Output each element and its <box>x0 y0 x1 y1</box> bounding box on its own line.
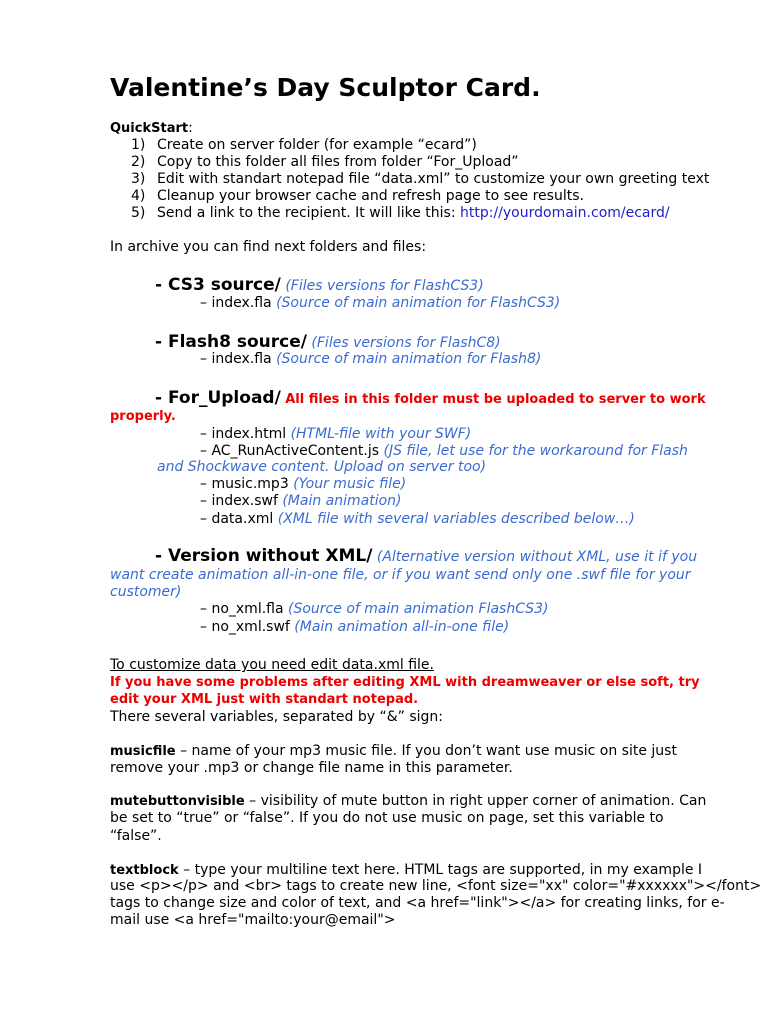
step-text: Create on server folder (for example “ecard”) <box>157 137 477 153</box>
file-marker: – <box>200 619 207 635</box>
step-number: 4) <box>131 188 146 204</box>
file-item-no-xml-swf <box>200 619 509 636</box>
folder-for-upload <box>155 387 706 409</box>
file-marker: – <box>200 295 207 311</box>
quickstart-label: QuickStart <box>110 121 189 136</box>
step-number: 2) <box>131 154 146 170</box>
file-name: index.html <box>211 426 287 442</box>
file-note: (Main animation all-in-one file) <box>294 619 510 635</box>
variable-musicfile <box>110 743 677 760</box>
xml-editing-warning-line: edit your XML just with standart notepad. <box>110 692 419 707</box>
folder-flash8-source <box>155 331 501 353</box>
file-item-no-xml-fla <box>200 601 549 618</box>
folder-name: - For_Upload/ <box>155 388 281 408</box>
step-number: 3) <box>131 171 146 187</box>
step-text-with-link <box>157 205 670 222</box>
variable-description-continued: mail use <a href="mailto:your@email"> <box>110 912 396 928</box>
quickstart-heading <box>110 120 193 137</box>
file-item-data-xml <box>200 511 635 528</box>
quickstart-colon: : <box>188 120 193 136</box>
folder-note: (Files versions for FlashCS3) <box>285 278 484 294</box>
variable-name: textblock <box>110 863 179 878</box>
folder-note: (Alternative version without XML, use it if you <box>376 549 698 565</box>
file-note: (Source of main animation for Flash8) <box>276 351 542 367</box>
file-item-index-fla <box>200 295 560 312</box>
file-name: index.fla <box>211 295 272 311</box>
file-note: (Your music file) <box>293 476 407 492</box>
step-text: Edit with standart notepad file “data.xml” to customize your own greeting text <box>157 171 710 187</box>
folder-name: - Flash8 source/ <box>155 332 307 352</box>
file-marker: – <box>200 426 207 442</box>
folder-warning-note-continued: properly. <box>110 409 176 424</box>
variable-name: musicfile <box>110 744 176 759</box>
folder-cs3-source <box>155 274 484 296</box>
folder-name: - CS3 source/ <box>155 275 281 295</box>
variable-description-continued: remove your .mp3 or change file name in this parameter. <box>110 760 513 776</box>
variable-description-continued: “false”. <box>110 828 162 844</box>
file-item-ac-runactivecontent <box>200 443 688 460</box>
file-note: (Main animation) <box>282 493 402 509</box>
variable-name: mutebuttonvisible <box>110 794 245 809</box>
variable-description-continued: use <p></p> and <br> tags to create new line, <font size="xx" color="#xxxxxx"></font> <box>110 878 762 894</box>
example-url-link[interactable]: http://yourdomain.com/ecard/ <box>460 205 670 221</box>
file-name: index.swf <box>211 493 278 509</box>
variable-description: – type your multiline text here. HTML tags are supported, in my example I <box>183 862 703 878</box>
file-item-music-mp3 <box>200 476 406 493</box>
variable-textblock <box>110 862 702 879</box>
folder-note-continued: want create animation all-in-one file, or if you want send only one .swf file for your <box>110 567 691 583</box>
variable-mutebuttonvisible <box>110 793 706 810</box>
file-name: music.mp3 <box>211 476 289 492</box>
folder-note-continued: customer) <box>110 584 182 600</box>
file-name: no_xml.swf <box>211 619 290 635</box>
folder-version-without-xml <box>155 545 697 567</box>
folder-note: (Files versions for FlashC8) <box>311 335 501 351</box>
variable-description-continued: be set to “true” or “false”. If you do not use music on page, set this variable to <box>110 810 664 826</box>
file-name: data.xml <box>211 511 274 527</box>
step-text: Send a link to the recipient. It will like this: <box>157 205 456 221</box>
folder-warning-note: All files in this folder must be uploaded to server to work <box>285 392 706 407</box>
variables-intro: There several variables, separated by “&” sign: <box>110 709 444 725</box>
file-note: (JS file, let use for the workaround for Flash <box>383 443 688 459</box>
step-text: Copy to this folder all files from folder “For_Upload” <box>157 154 519 170</box>
file-marker: – <box>200 511 207 527</box>
file-note: (Source of main animation for FlashCS3) <box>276 295 561 311</box>
xml-editing-warning-line: If you have some problems after editing XML with dreamweaver or else soft, try <box>110 675 700 690</box>
step-number: 1) <box>131 137 146 153</box>
file-name: no_xml.fla <box>211 601 284 617</box>
archive-intro: In archive you can find next folders and files: <box>110 239 427 255</box>
file-note: (Source of main animation FlashCS3) <box>288 601 549 617</box>
file-note-continued: and Shockwave content. Upload on server too) <box>157 459 487 475</box>
file-item-index-html <box>200 426 471 443</box>
folder-name: - Version without XML/ <box>155 546 373 566</box>
step-text: Cleanup your browser cache and refresh page to see results. <box>157 188 584 204</box>
variable-description-continued: tags to change size and color of text, and <a href="link"></a> for creating links, for e- <box>110 895 725 911</box>
file-note: (XML file with several variables described below…) <box>277 511 635 527</box>
file-marker: – <box>200 476 207 492</box>
file-marker: – <box>200 493 207 509</box>
file-name: index.fla <box>211 351 272 367</box>
file-note: (HTML-file with your SWF) <box>290 426 472 442</box>
file-marker: – <box>200 351 207 367</box>
file-name: AC_RunActiveContent.js <box>211 443 380 459</box>
file-item-index-fla <box>200 351 541 368</box>
step-number: 5) <box>131 205 146 221</box>
document-title: Valentine’s Day Sculptor Card. <box>110 73 541 102</box>
file-marker: – <box>200 601 207 617</box>
file-item-index-swf <box>200 493 402 510</box>
customize-intro: To customize data you need edit data.xml file. <box>110 657 434 673</box>
file-marker: – <box>200 443 207 459</box>
variable-description: – visibility of mute button in right upper corner of animation. Can <box>249 793 707 809</box>
variable-description: – name of your mp3 music file. If you don’t want use music on site just <box>180 743 677 759</box>
